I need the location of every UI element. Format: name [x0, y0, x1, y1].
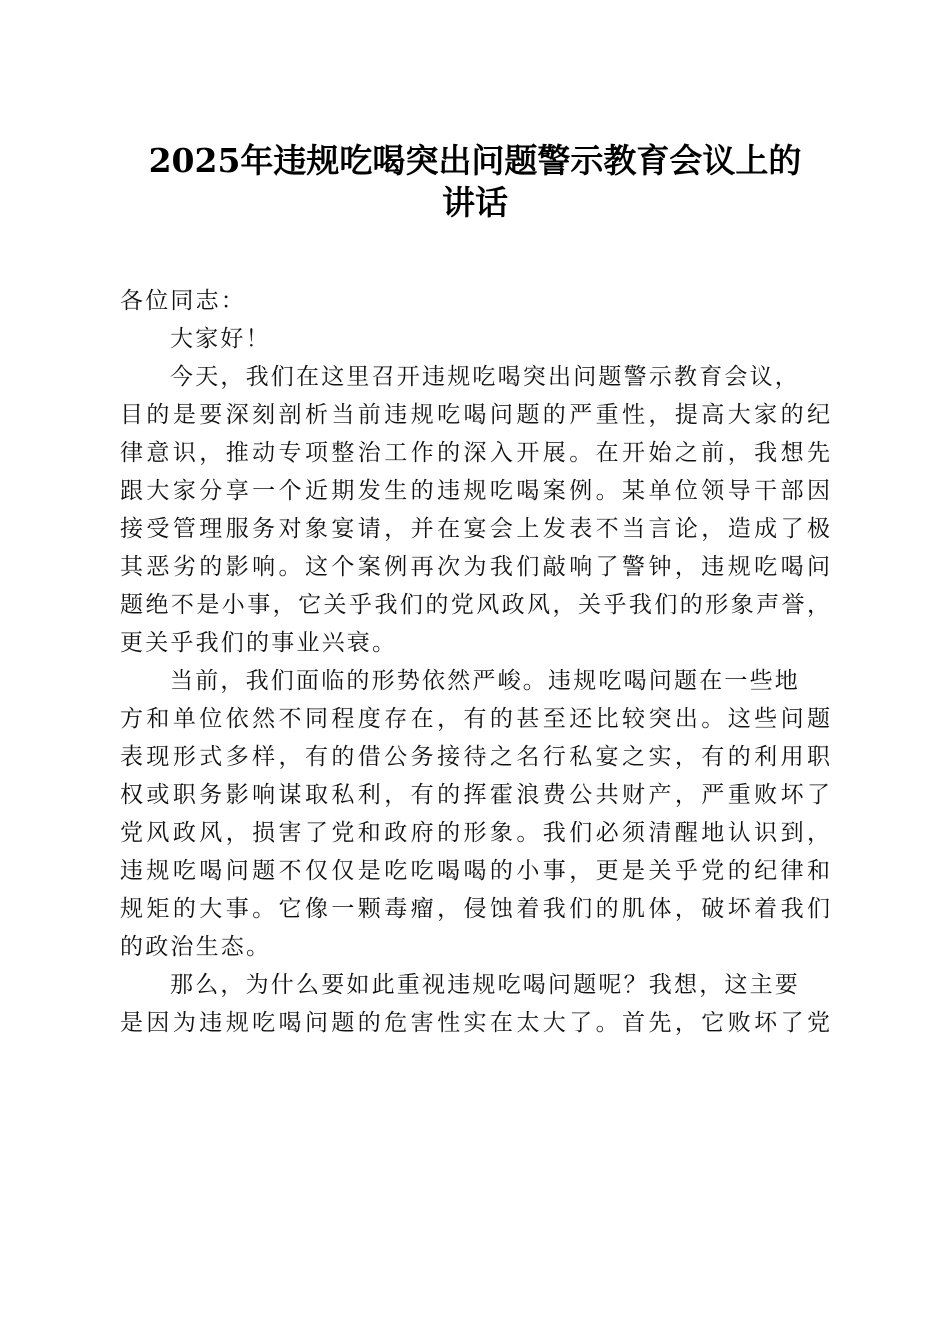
document-title	[120, 140, 830, 224]
text-line: 律意识，推动专项整治工作的深入开展。在开始之前，我想先	[120, 440, 830, 466]
text-line: 更关乎我们的事业兴衰。	[120, 630, 398, 656]
text-line: 规矩的大事。它像一颗毒瘤，侵蚀着我们的肌体，破坏着我们	[120, 896, 830, 922]
title-line-2: 讲话	[442, 183, 508, 222]
text-line: 那么，为什么要如此重视违规吃喝问题呢？我想，这主要	[170, 972, 800, 998]
salutation: 各位同志：	[120, 288, 246, 314]
text-line: 权或职务影响谋取私利，有的挥霍浪费公共财产，严重败坏了	[120, 782, 830, 808]
text-line: 目的是要深刻剖析当前违规吃喝问题的严重性，提高大家的纪	[120, 402, 830, 428]
text-line: 当前，我们面临的形势依然严峻。违规吃喝问题在一些地	[170, 668, 800, 694]
text-line: 的政治生态。	[120, 934, 272, 960]
paragraph-3	[120, 966, 830, 1042]
text-line: 是因为违规吃喝问题的危害性实在太大了。首先，它败坏了党	[120, 1010, 830, 1036]
text-line: 党风政风，损害了党和政府的形象。我们必须清醒地认识到，	[120, 820, 830, 846]
text-line: 方和单位依然不同程度存在，有的甚至还比较突出。这些问题	[120, 706, 830, 732]
document-body	[120, 282, 830, 1042]
text-line: 违规吃喝问题不仅仅是吃吃喝喝的小事，更是关乎党的纪律和	[120, 858, 830, 884]
paragraph-2	[120, 662, 830, 966]
text-line: 接受管理服务对象宴请，并在宴会上发表不当言论，造成了极	[120, 516, 830, 542]
greeting: 大家好！	[170, 326, 271, 352]
text-line: 题绝不是小事，它关乎我们的党风政风，关乎我们的形象声誉，	[120, 592, 830, 618]
paragraph-1	[120, 358, 830, 662]
text-line: 其恶劣的影响。这个案例再次为我们敲响了警钟，违规吃喝问	[120, 554, 830, 580]
text-line: 今天，我们在这里召开违规吃喝突出问题警示教育会议，	[170, 364, 800, 390]
text-line: 跟大家分享一个近期发生的违规吃喝案例。某单位领导干部因	[120, 478, 830, 504]
text-line: 表现形式多样，有的借公务接待之名行私宴之实，有的利用职	[120, 744, 830, 770]
title-line-1: 2025年违规吃喝突出问题警示教育会议上的	[148, 141, 802, 180]
